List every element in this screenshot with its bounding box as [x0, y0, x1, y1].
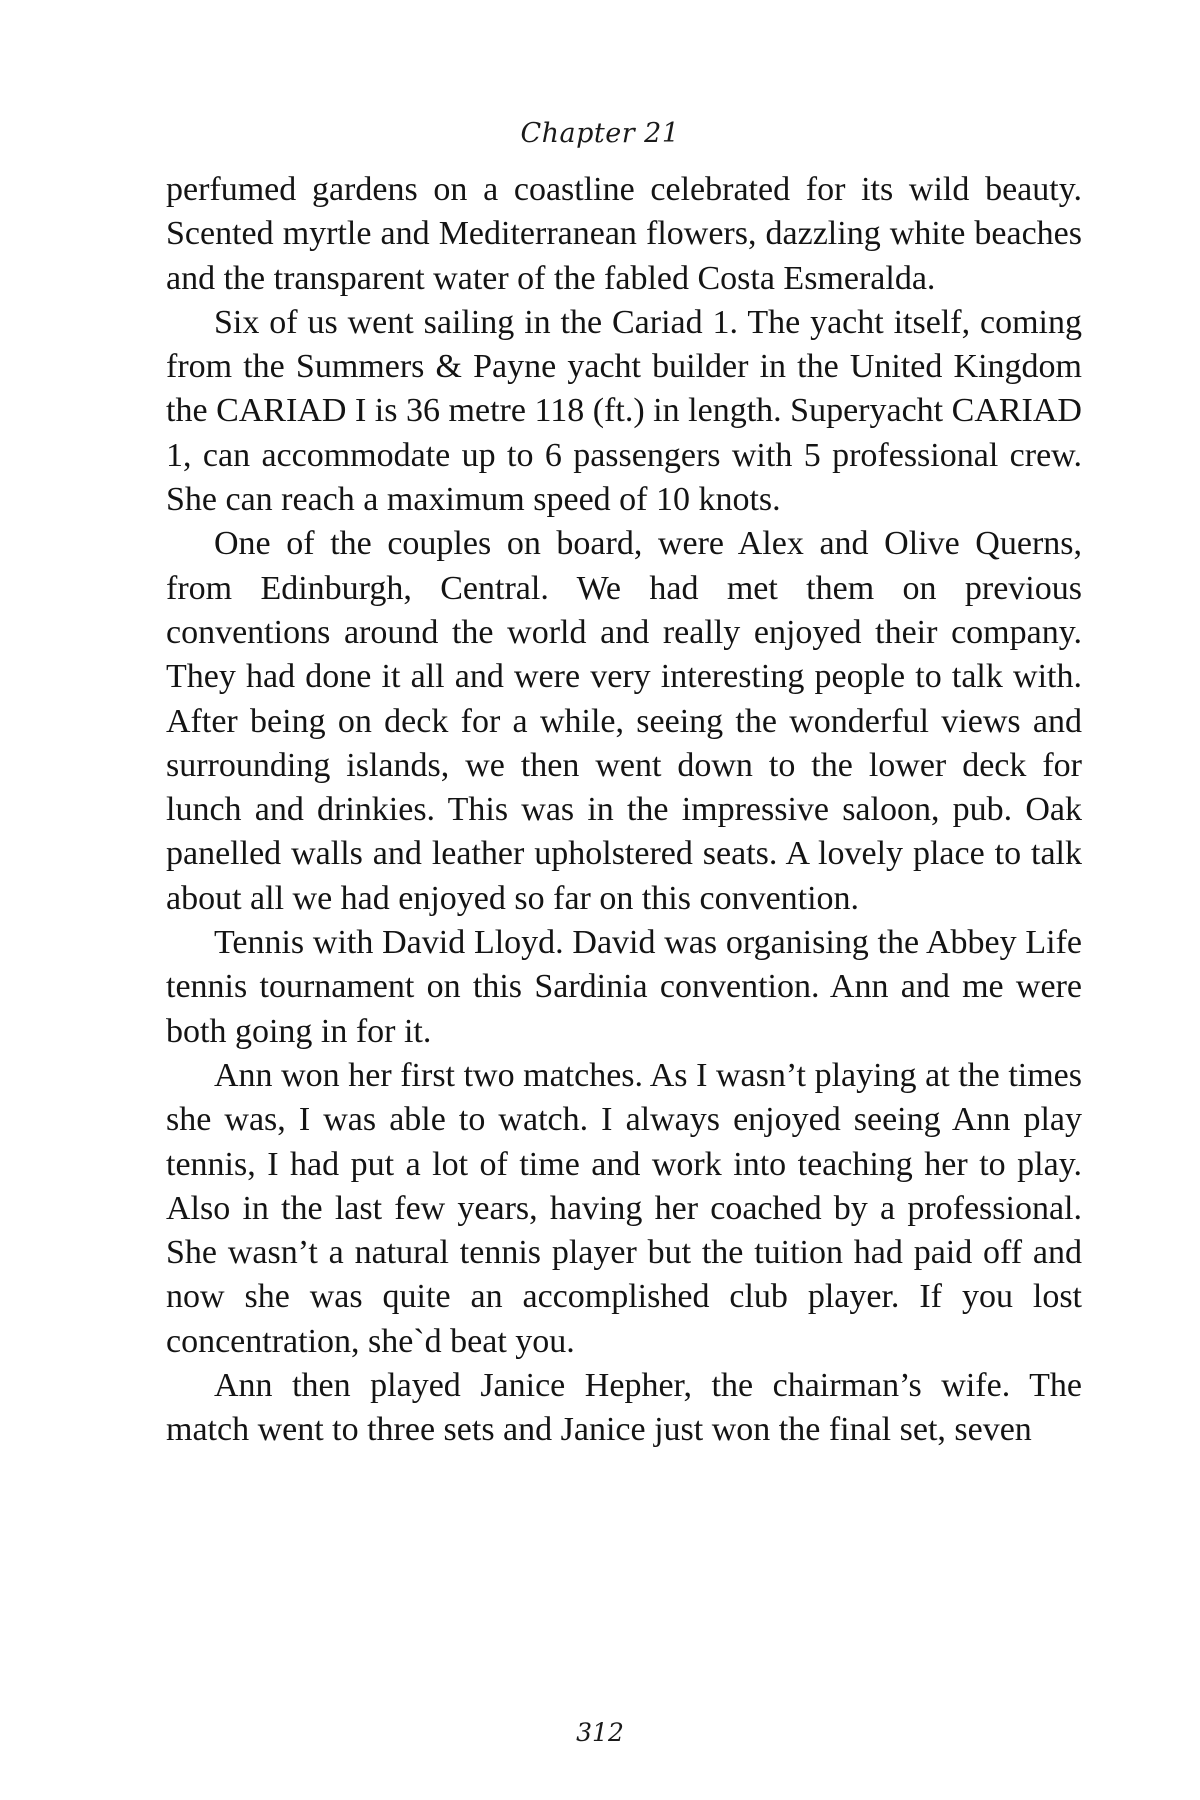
running-head: Chapter 21 [520, 118, 680, 149]
paragraph: One of the couples on board, were Alex and Olive Querns, from Edinburgh, Central. We had met them on previous conventions around the world and really enjoyed their company. They had done it all and were very interesting people to talk with. After being on deck for a while, seeing the wonderful views and surrounding islands, we then went down to the lower deck for lunch and drinkies. This was in the impressive saloon, pub. Oak panelled walls and leather upholstered seats. A lovely place to talk about all we had enjoyed so far on this convention. [166, 525, 1082, 917]
paragraph: Tennis with David Lloyd. David was organising the Abbey Life tennis tournament on this Sardinia convention. Ann and me were both going in for it. [166, 924, 1082, 1050]
paragraph: Ann won her first two matches. As I wasn’t playing at the times she was, I was able to watch. I always enjoyed seeing Ann play tennis, I had put a lot of time and work into teaching her to play. Also in the last few years, having her coached by a professional. She wasn’t a natural tennis player but the tuition had paid off and now she was quite an accomplished club player. If you lost concentration, she`d beat you. [166, 1056, 1082, 1360]
paragraph: perfumed gardens on a coastline celebrated for its wild beauty. Scented myrtle and Mediterranean flowers, dazzling white beaches and the transparent water of the fabled Costa Esmeralda. [166, 171, 1082, 297]
paragraph: Six of us went sailing in the Cariad 1. The yacht itself, coming from the Summers & Payne yacht builder in the United Kingdom the CARIAD I is 36 metre 118 (ft.) in length. Superyacht CARIAD 1, can accommodate up to 6 passengers with 5 professional crew. She can reach a maximum speed of 10 knots. [166, 303, 1082, 519]
page-number: 312 [576, 1718, 624, 1747]
body-text [166, 168, 1082, 1453]
paragraph: Ann then played Janice Hepher, the chairman’s wife. The match went to three sets and Janice just won the final set, seven [166, 1367, 1082, 1449]
